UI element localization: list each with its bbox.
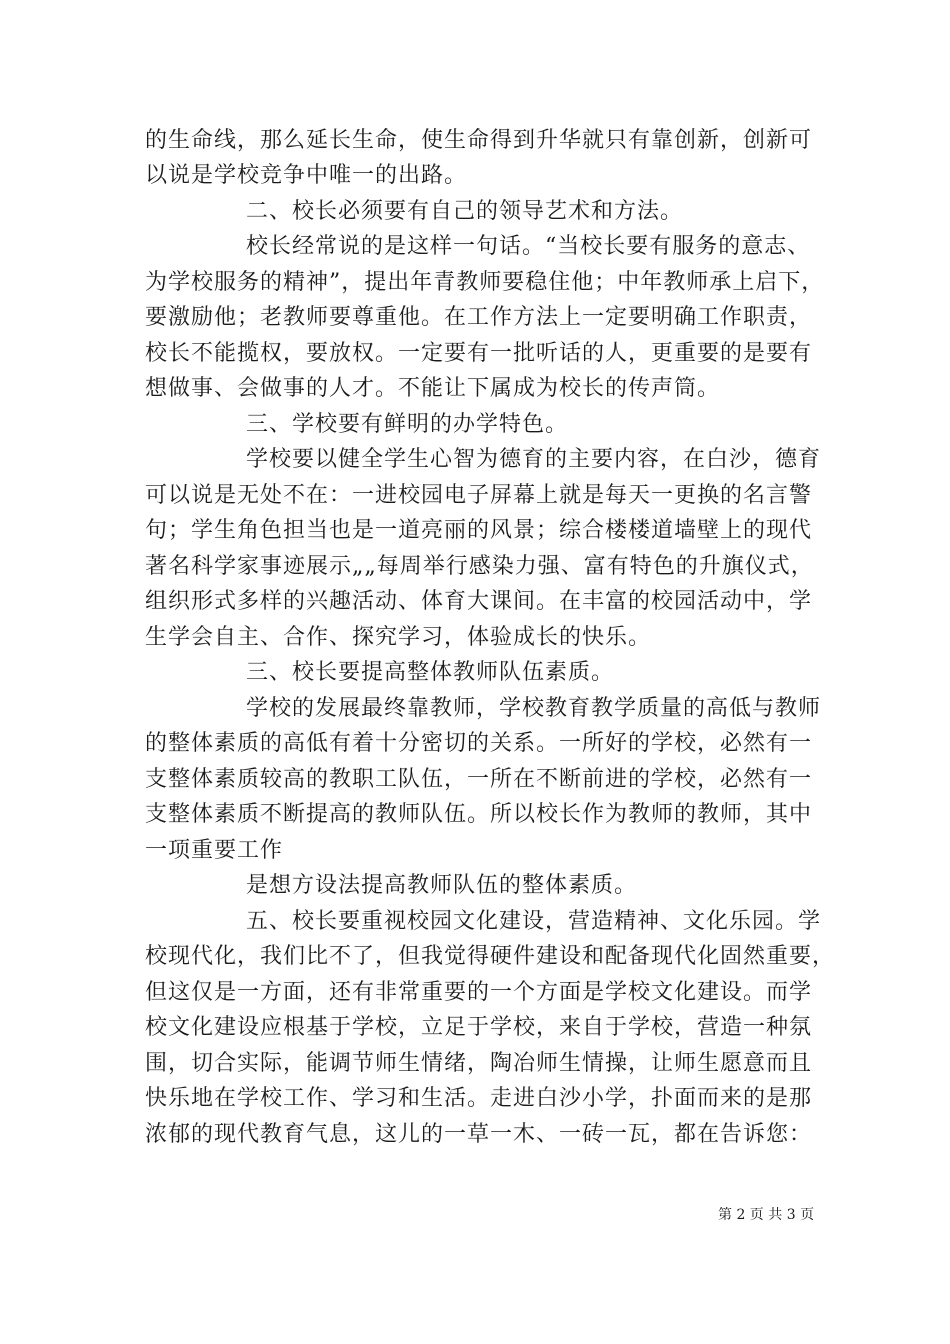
- text-line: 生学会自主、合作、探究学习，体验成长的快乐。: [145, 625, 652, 650]
- text-line: 想做事、会做事的人才。不能让下属成为校长的传声筒。: [145, 376, 721, 401]
- text-line: 校长不能揽权，要放权。一定要有一批听话的人，更重要的是要有: [145, 341, 813, 366]
- text-line: 校长经常说的是这样一句话。“当校长要有服务的意志、: [246, 234, 811, 259]
- text-line: 的生命线，那么延长生命，使生命得到升华就只有靠创新，创新可: [145, 128, 813, 153]
- section-heading: 二、校长必须要有自己的领导艺术和方法。: [246, 199, 684, 224]
- section-heading: 三、学校要有鲜明的办学特色。: [246, 412, 569, 437]
- text-line: 围，切合实际，能调节师生情绪，陶冶师生情操，让师生愿意而且: [145, 1051, 813, 1076]
- text-line: 但这仅是一方面，还有非常重要的一个方面是学校文化建设。而学: [145, 980, 813, 1005]
- text-line: 句；学生角色担当也是一道亮丽的风景；综合楼楼道墙壁上的现代: [145, 518, 813, 543]
- text-line: 为学校服务的精神”，提出年青教师要稳住他；中年教师承上启下，: [145, 270, 825, 295]
- text-line: 浓郁的现代教育气息，这儿的一草一木、一砖一瓦，都在告诉您：: [145, 1122, 813, 1147]
- text-line: 的整体素质的高低有着十分密切的关系。一所好的学校，必然有一: [145, 731, 813, 756]
- text-line: 校现代化，我们比不了，但我觉得硬件建设和配备现代化固然重要，: [145, 944, 836, 969]
- text-line: 支整体素质较高的教职工队伍，一所在不断前进的学校，必然有一: [145, 767, 813, 792]
- page-number-footer: 第 2 页 共 3 页: [718, 1207, 815, 1223]
- text-line: 支整体素质不断提高的教师队伍。所以校长作为教师的教师，其中: [145, 802, 813, 827]
- text-line: 学校的发展最终靠教师，学校教育教学质量的高低与教师: [246, 696, 822, 721]
- section-heading: 五、校长要重视校园文化建设，营造精神、文化乐园。学: [246, 909, 822, 934]
- text-line: 要激励他；老教师要尊重他。在工作方法上一定要明确工作职责，: [145, 305, 813, 330]
- text-line: 可以说是无处不在：一进校园电子屏幕上就是每天一更换的名言警: [145, 483, 813, 508]
- text-line: 是想方设法提高教师队伍的整体素质。: [246, 873, 638, 898]
- text-line: 快乐地在学校工作、学习和生活。走进白沙小学，扑面而来的是那: [145, 1086, 813, 1111]
- text-line: 以说是学校竞争中唯一的出路。: [145, 163, 468, 188]
- text-line: 学校要以健全学生心智为德育的主要内容，在白沙，德育: [246, 447, 822, 472]
- text-line: 一项重要工作: [145, 838, 284, 863]
- text-line: 组织形式多样的兴趣活动、体育大课间。在丰富的校园活动中，学: [145, 589, 813, 614]
- text-line: 著名科学家事迹展示„„每周举行感染力强、富有特色的升旗仪式，: [145, 554, 814, 579]
- section-heading: 三、校长要提高整体教师队伍素质。: [246, 660, 615, 685]
- text-line: 校文化建设应根基于学校，立足于学校，来自于学校，营造一种氛: [145, 1015, 813, 1040]
